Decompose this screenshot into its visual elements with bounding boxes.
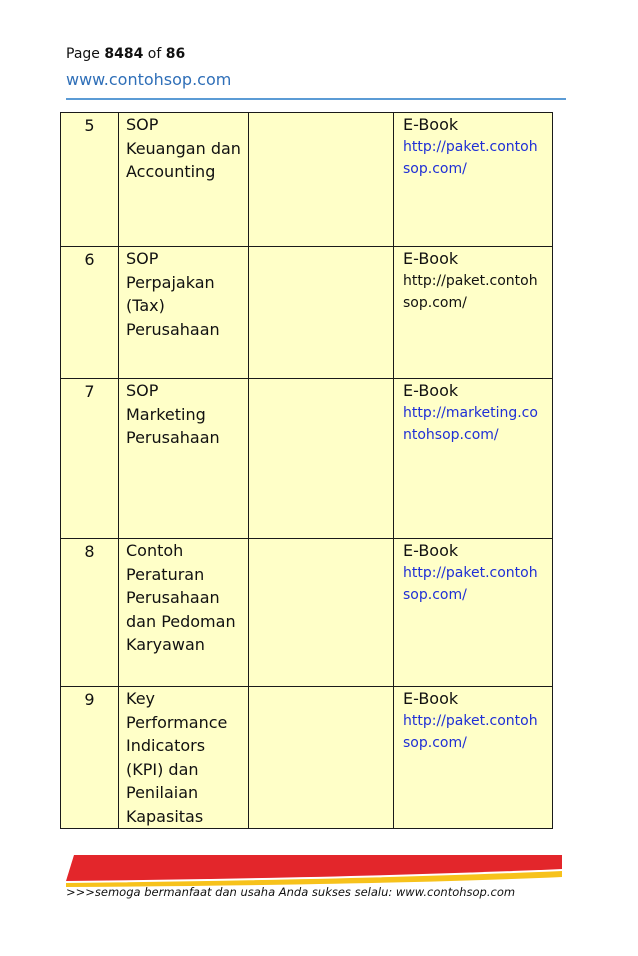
product-link[interactable]: http://marketing.contohsop.com/ bbox=[403, 405, 538, 443]
product-name: SOP Keuangan dan Accounting bbox=[119, 113, 249, 247]
row-number: 6 bbox=[61, 247, 119, 379]
page-current: 8484 bbox=[104, 46, 144, 62]
product-link[interactable]: http://paket.contohsop.com/ bbox=[403, 713, 538, 751]
row-number: 7 bbox=[61, 379, 119, 539]
page-of: of bbox=[147, 46, 162, 62]
empty-cell bbox=[249, 687, 394, 829]
footer-text: >>>semoga bermanfaat dan usaha Anda sukses selalu: www.contohsop.com bbox=[66, 885, 516, 899]
page-label: Page bbox=[66, 46, 100, 62]
page-number bbox=[66, 46, 185, 62]
product-link[interactable]: http://paket.contohsop.com/ bbox=[403, 273, 538, 311]
table-row bbox=[61, 113, 553, 247]
product-name: Contoh Peraturan Perusahaan dan Pedoman Karyawan bbox=[119, 539, 249, 687]
empty-cell bbox=[249, 113, 394, 247]
header-divider bbox=[66, 98, 566, 100]
product-type-cell bbox=[394, 379, 553, 539]
ebook-label: E-Book bbox=[403, 541, 459, 560]
product-name: Key Performance Indicators (KPI) dan Penilaian Kapasitas bbox=[119, 687, 249, 829]
table-row bbox=[61, 539, 553, 687]
ebook-label: E-Book bbox=[403, 381, 459, 400]
row-number: 9 bbox=[61, 687, 119, 829]
table-row bbox=[61, 379, 553, 539]
product-name: SOP Marketing Perusahaan bbox=[119, 379, 249, 539]
empty-cell bbox=[249, 379, 394, 539]
product-type-cell bbox=[394, 247, 553, 379]
table-row bbox=[61, 687, 553, 829]
site-url[interactable]: www.contohsop.com bbox=[66, 70, 232, 89]
product-type-cell bbox=[394, 113, 553, 247]
product-link[interactable]: http://paket.contohsop.com/ bbox=[403, 565, 538, 603]
product-type-cell bbox=[394, 539, 553, 687]
ebook-label: E-Book bbox=[403, 249, 459, 268]
row-number: 5 bbox=[61, 113, 119, 247]
ebook-label: E-Book bbox=[403, 689, 459, 708]
product-name: SOP Perpajakan (Tax) Perusahaan bbox=[119, 247, 249, 379]
sop-product-table bbox=[60, 112, 553, 829]
product-type-cell bbox=[394, 687, 553, 829]
empty-cell bbox=[249, 247, 394, 379]
product-link[interactable]: http://paket.contohsop.com/ bbox=[403, 139, 538, 177]
row-number: 8 bbox=[61, 539, 119, 687]
empty-cell bbox=[249, 539, 394, 687]
ebook-label: E-Book bbox=[403, 115, 459, 134]
page-total: 86 bbox=[165, 46, 186, 62]
footer-decorative-band bbox=[66, 853, 562, 887]
table-row bbox=[61, 247, 553, 379]
